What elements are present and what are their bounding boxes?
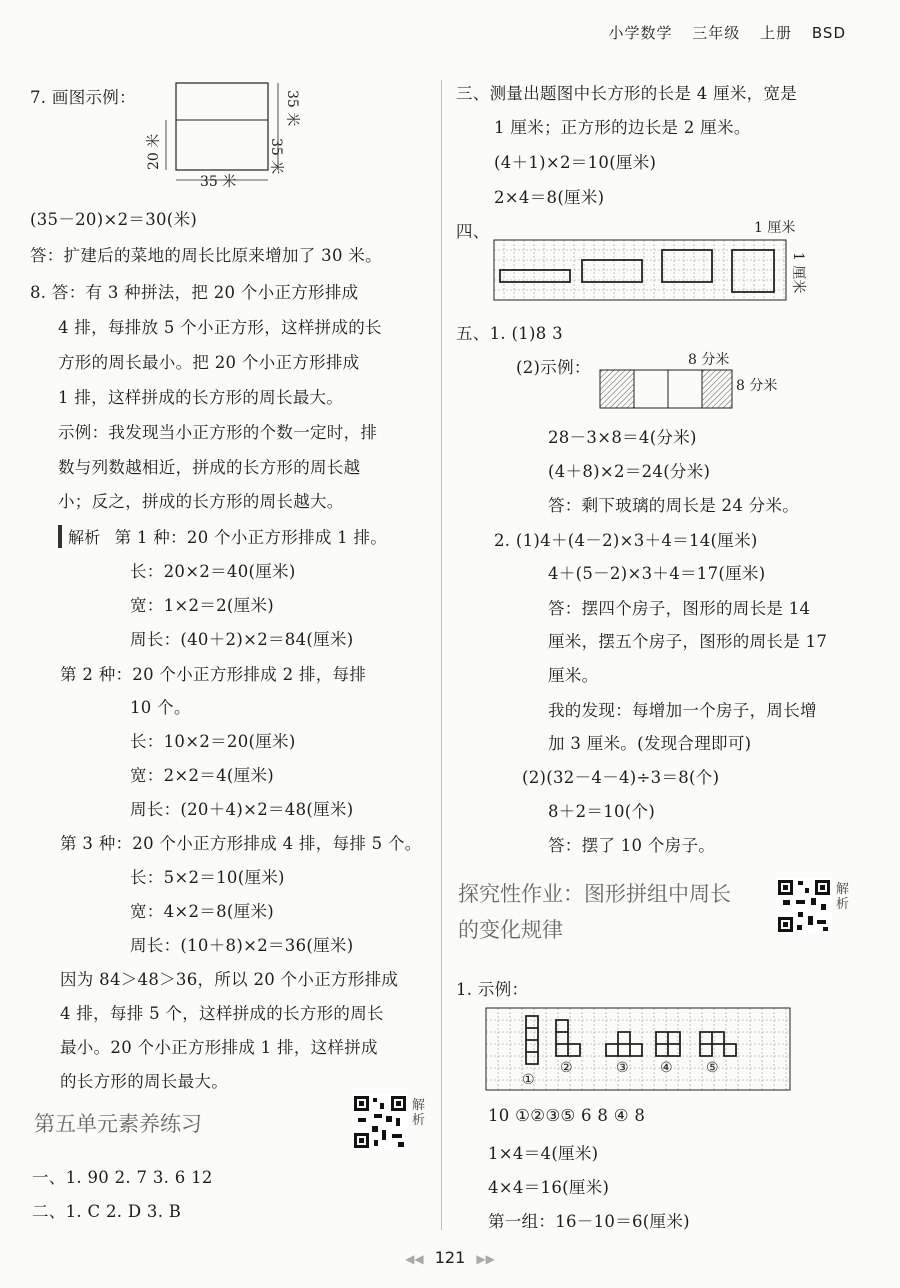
s3-line-4: 2×4＝8(厘米) (494, 188, 605, 207)
s4-line: 四、 (456, 222, 490, 241)
analysis-line-3: 宽：1×2＝2(厘米) (130, 596, 274, 615)
next-arrow-icon: ▶▶ (476, 1252, 495, 1266)
s5-line-2: 二、1. C 2. D 3. B (32, 1202, 182, 1221)
s5-q1-answer: 答：剩下玻璃的周长是 24 分米。 (548, 496, 800, 515)
q8-line-4: 1 排，这样拼成的长方形的周长最大。 (58, 388, 344, 407)
s5-q2-line-6: 我的发现：每增加一个房子，周长增 (548, 701, 817, 720)
explore-title-1: 探究性作业：图形拼组中周长 (458, 882, 731, 906)
s5-q1-2-line: (2)示例： (516, 358, 591, 377)
prev-arrow-icon: ◀◀ (405, 1252, 424, 1266)
page-footer (0, 1248, 900, 1267)
analysis-tag: 解析 (58, 525, 101, 548)
q7-line: 7. 画图示例： (30, 88, 136, 107)
q8-line-7: 小；反之，拼成的长方形的周长越大。 (58, 492, 344, 511)
s3-line-3: (4＋1)×2＝10(厘米) (494, 153, 657, 172)
analysis-line-6: 10 个。 (130, 698, 191, 717)
q7-left-dim: 20 米 (146, 133, 162, 170)
column-divider (441, 80, 442, 1230)
s3-line-1: 三、测量出题图中长方形的长是 4 厘米，宽是 (456, 84, 798, 103)
ex-calc-2: 4×4＝16(厘米) (488, 1178, 610, 1197)
ex-q1-line: 1. 示例： (456, 980, 529, 999)
qr-label-2: 解析 (836, 882, 850, 912)
s5-glass-figure (596, 348, 806, 412)
analysis-line-9: 周长：(20＋4)×2＝48(厘米) (130, 800, 354, 819)
s5-top-dim: 8 分米 (688, 352, 730, 368)
header-subject: 小学数学 (608, 24, 673, 42)
analysis-line-1 (58, 524, 387, 548)
qr-code-icon-2[interactable] (776, 878, 832, 934)
analysis-line-7: 长：10×2＝20(厘米) (130, 732, 296, 751)
ex-result-line: 10 ①②③⑤ 6 8 ④ 8 (488, 1106, 646, 1125)
q8-line-3: 方形的周长最小。把 20 个小正方形排成 (58, 353, 360, 372)
s3-line-2: 1 厘米；正方形的边长是 2 厘米。 (494, 118, 751, 137)
explore-title-2: 的变化规律 (458, 918, 563, 942)
analysis-line-15: 4 排，每排 5 个，这样拼成的长方形的周长 (60, 1004, 384, 1023)
analysis-line-4: 周长：(40＋2)×2＝84(厘米) (130, 630, 354, 649)
ex-label-4: ④ (660, 1060, 673, 1076)
q7-bottom-dim: 35 米 (200, 174, 237, 190)
q7-right-dim: 35 米 (268, 138, 284, 175)
qr-code-icon-1[interactable] (352, 1094, 408, 1150)
s5-q2-line-1: 2. (1)4＋(4－2)×3＋4＝14(厘米) (494, 531, 758, 550)
s5-q2-line-8: (2)(32－4－4)÷3＝8(个) (522, 768, 720, 787)
s5-q2-line-2: 4＋(5－2)×3＋4＝17(厘米) (548, 564, 766, 583)
qr-label-1: 解析 (412, 1098, 426, 1128)
ex-label-3: ③ (616, 1060, 629, 1076)
q8-line-1: 8. 答：有 3 种拼法，把 20 个小正方形排成 (30, 283, 359, 302)
s4-unit-side: 1 厘米 (790, 252, 806, 294)
q7-top-dim: 35 米 (284, 90, 300, 127)
header-volume: 上册 (760, 24, 793, 42)
ex-label-1: ① (522, 1072, 535, 1088)
s4-grid-figure (492, 212, 822, 302)
analysis-text-1: 第 1 种：20 个小正方形排成 1 排。 (114, 528, 388, 547)
q8-line-5: 示例：我发现当小正方形的个数一定时，排 (58, 423, 378, 442)
analysis-line-16: 最小。20 个小正方形排成 1 排，这样拼成 (60, 1038, 378, 1057)
ex-label-2: ② (560, 1060, 573, 1076)
analysis-line-13: 周长：(10＋8)×2＝36(厘米) (130, 936, 354, 955)
section5-title: 第五单元素养练习 (34, 1112, 202, 1136)
s5-q1-calc-1: 28－3×8＝4(分米) (548, 428, 697, 447)
analysis-line-14: 因为 84＞48＞36，所以 20 个小正方形排成 (60, 970, 399, 989)
analysis-line-10: 第 3 种：20 个小正方形排成 4 排，每排 5 个。 (60, 834, 422, 853)
s5-q2-line-3: 答：摆四个房子，图形的周长是 14 (548, 599, 811, 618)
analysis-line-11: 长：5×2＝10(厘米) (130, 868, 285, 887)
s5-q2-line-5: 厘米。 (548, 666, 599, 685)
q8-line-6: 数与列数越相近，拼成的长方形的周长越 (58, 458, 361, 477)
q7-calc: (35－20)×2＝30(米) (30, 210, 198, 229)
s5-q1-line: 五、1. (1)8 3 (456, 324, 563, 343)
ex-grid-figure (484, 1006, 794, 1092)
ex-calc-3: 第一组：16－10＝6(厘米) (488, 1212, 690, 1231)
s5-q1-calc-2: (4＋8)×2＝24(分米) (548, 462, 711, 481)
q7-figure (140, 78, 300, 193)
q8-line-2: 4 排，每排放 5 个小正方形，这样拼成的长 (58, 318, 382, 337)
ex-calc-1: 1×4＝4(厘米) (488, 1144, 599, 1163)
page-header (595, 22, 847, 43)
s5-q2-line-9: 8＋2＝10(个) (548, 802, 656, 821)
s5-q2-line-7: 加 3 厘米。(发现合理即可) (548, 734, 752, 753)
ex-label-5: ⑤ (706, 1060, 719, 1076)
page-number: 121 (434, 1248, 466, 1267)
s5-line-1: 一、1. 90 2. 7 3. 6 12 (32, 1168, 213, 1187)
analysis-line-12: 宽：4×2＝8(厘米) (130, 902, 274, 921)
header-grade: 三年级 (692, 24, 741, 42)
s5-q2-line-10: 答：摆了 10 个房子。 (548, 836, 716, 855)
header-edition: BSD (811, 24, 846, 42)
s4-unit-top: 1 厘米 (754, 220, 796, 236)
analysis-line-17: 的长方形的周长最大。 (60, 1072, 228, 1091)
s5-q2-line-4: 厘米，摆五个房子，图形的周长是 17 (548, 632, 828, 651)
analysis-line-8: 宽：2×2＝4(厘米) (130, 766, 274, 785)
q7-answer: 答：扩建后的菜地的周长比原来增加了 30 米。 (30, 246, 382, 265)
s5-right-dim: 8 分米 (736, 378, 778, 394)
analysis-line-2: 长：20×2＝40(厘米) (130, 562, 296, 581)
analysis-line-5: 第 2 种：20 个小正方形排成 2 排，每排 (60, 665, 367, 684)
